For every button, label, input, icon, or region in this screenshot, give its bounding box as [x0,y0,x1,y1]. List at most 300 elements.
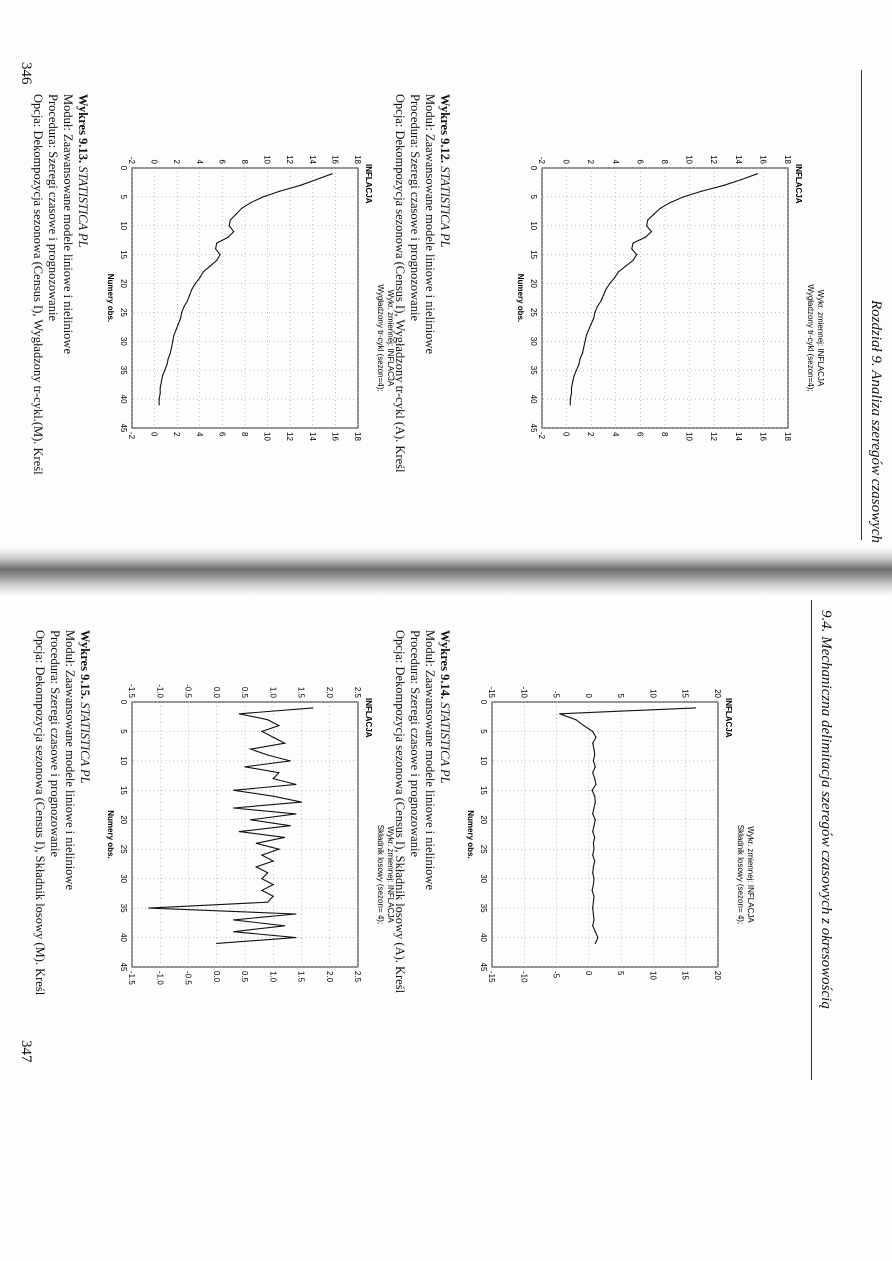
data-point [262,196,263,197]
y-tick-label-right: 14 [307,432,317,441]
y-tick-label: 6 [217,159,227,164]
data-point [172,341,173,342]
y-tick-label: -15 [487,686,496,698]
plot-frame [492,702,718,967]
data-point [230,219,231,220]
y-tick-label-right: 16 [758,432,768,441]
y-tick-label-right: 0.0 [211,971,221,983]
data-point [741,179,742,180]
y-tick-label: 2 [586,159,596,164]
data-point [295,813,296,814]
y-tick-label-right: 0 [583,971,593,976]
y-tick-label-right: -2 [127,432,136,440]
x-tick-label: 15 [119,785,128,795]
caption-program: STATISTICA PL [76,166,90,248]
data-point [220,254,221,255]
data-point [250,749,251,750]
x-tick-label: 25 [119,844,128,854]
x-tick-label: 40 [119,394,128,404]
x-tick-label: 30 [479,874,488,884]
data-point [600,300,601,301]
x-tick-label: 35 [529,365,538,375]
page-number: 347 [18,1040,34,1063]
data-point [625,266,626,267]
y-tick-label-right: 10 [684,432,694,441]
header-rule [861,70,862,540]
book-gutter [0,548,892,596]
y-tick-label: -0.5 [183,684,193,698]
data-point [148,908,149,909]
y-tick-label-right: 14 [733,432,743,441]
y-tick-label-right: 8 [240,432,249,437]
x-tick-label: 0 [479,699,488,705]
data-point [636,254,637,255]
y-tick-label: -2 [127,156,136,164]
data-point [593,825,594,826]
data-point [592,743,593,744]
chapter-header: Rozdział 9. Analiza szeregów czasowych [868,300,884,543]
data-point [235,214,236,215]
data-point [160,387,161,388]
x-tick-label: 45 [479,962,488,972]
x-tick-label: 20 [479,815,488,825]
caption-line: Moduł: Zaawansowane modele liniowe i nieliniowe [423,94,437,355]
data-point [229,225,230,226]
y-tick-label: 10 [262,155,272,164]
data-point [592,855,593,856]
chart-figure-9-13 [102,126,402,466]
data-point [647,219,648,220]
data-point [583,347,584,348]
y-tick-label: 0 [583,693,593,698]
data-point [571,393,572,394]
data-point [295,784,296,785]
data-point [171,347,172,348]
data-point [233,790,234,791]
y-tick-label-right: -5 [551,971,561,979]
y-tick-label: -5 [551,690,561,698]
x-tick-label: 30 [529,336,538,346]
y-tick-label: 2.5 [353,686,362,698]
x-tick-label: 0 [529,165,538,171]
y-tick-label: -2 [537,156,546,164]
x-tick-label: 40 [479,933,488,943]
caption-line: Procedura: Szeregi czasowe i prognozowanie [408,630,422,857]
x-tick-label: 30 [119,336,128,346]
data-point [592,925,593,926]
caption-program: STATISTICA PL [438,166,452,248]
data-point [189,295,190,296]
data-point [261,878,262,879]
y-axis-label: INFLACJA [364,698,373,738]
x-tick-label: 0 [119,165,128,171]
y-tick-label-right: 4 [194,432,204,437]
y-tick-label: -10 [519,686,529,698]
data-point [597,306,598,307]
chart-figure-9-15 [102,660,402,1005]
data-point [331,173,332,174]
y-tick-label-right: 12 [285,432,295,441]
x-tick-label: 25 [529,307,538,317]
header-rule [811,600,812,1080]
data-point [215,248,216,249]
data-point [593,919,594,920]
data-point [278,725,279,726]
y-tick-label: 14 [733,155,743,164]
y-tick-label-right: 15 [680,971,690,980]
caption-line: Moduł: Zaawansowane modele liniowe i nieliniowe [63,630,77,891]
y-tick-label: 14 [307,155,317,164]
data-point [273,896,274,897]
data-point [593,866,594,867]
y-tick-label: 1.0 [268,686,278,698]
data-point [239,713,240,714]
data-point [173,335,174,336]
data-point [592,813,593,814]
data-point [584,341,585,342]
y-tick-label-right: 2.0 [324,971,334,983]
data-point [278,772,279,773]
data-point [273,796,274,797]
data-point [593,896,594,897]
caption-label: Wykres 9.15. [78,630,92,700]
data-point [290,760,291,761]
caption-line: Opcja: Dekompozycja sezonowa (Census I), Składnik losowy (A). Kreśl [393,630,407,994]
data-point [583,725,584,726]
data-point [241,208,242,209]
x-axis-label: Numery obs. [106,810,115,859]
x-tick-label: 5 [119,194,128,200]
data-point [300,185,301,186]
x-tick-label: 40 [529,394,538,404]
data-point [267,719,268,720]
data-point [181,312,182,313]
chart-subtitle: Składnik losowy (sezon= 4); [736,824,745,925]
x-tick-label: 5 [479,729,488,734]
x-tick-label: 10 [119,221,128,231]
data-point [597,937,598,938]
data-point [591,323,592,324]
y-tick-label-right: 5 [616,971,626,976]
data-point [576,370,577,371]
data-point [591,890,592,891]
x-tick-label: 20 [529,279,538,289]
y-tick-label: 8 [660,159,669,164]
y-tick-label-right: 0 [561,432,571,437]
data-point [295,937,296,938]
y-tick-label-right: 2 [586,432,596,437]
page-number: 346 [18,62,34,85]
data-point [595,931,596,932]
data-point [603,295,604,296]
data-point [594,778,595,779]
y-tick-label-right: 20 [713,971,722,980]
y-axis-label: INFLACJA [794,164,803,204]
y-tick-label-right: 6 [217,432,227,437]
x-tick-label: 10 [529,221,538,231]
data-point [267,902,268,903]
data-point [651,231,652,232]
x-axis-label: Numery obs. [106,273,115,323]
data-point [618,271,619,272]
y-tick-label: 4 [610,159,620,164]
data-point [261,731,262,732]
data-point [160,393,161,394]
data-point [609,283,610,284]
y-tick-label: 18 [353,155,362,164]
x-tick-label: 45 [529,423,538,433]
y-tick-label: 15 [680,689,690,698]
data-point [701,191,702,192]
data-point [233,919,234,920]
data-point [180,318,181,319]
y-tick-label: 2 [172,159,182,164]
chart-title: Wykr. zmiennej: INFLACJA [746,826,755,923]
y-tick-label: 10 [684,155,694,164]
chart-title: Wykr. zmiennej: INFLACJA [386,826,395,923]
caption-figure-9-13 [30,94,90,475]
data-point [683,196,684,197]
data-point [290,825,291,826]
data-point [593,902,594,903]
data-point [216,243,217,244]
data-point [595,766,596,767]
y-tick-label-right: 0 [149,432,159,437]
y-tick-label-right: 18 [783,432,792,441]
data-point [605,289,606,290]
y-tick-label-right: -10 [519,971,529,983]
data-point [575,719,576,720]
data-point [592,831,593,832]
data-point [593,913,594,914]
y-tick-label: 16 [330,155,340,164]
data-point [233,807,234,808]
y-tick-label: 4 [194,159,204,164]
caption-program: STATISTICA PL [78,702,92,784]
chart-title: Wykr. zmiennej: INFLACJA [816,289,825,387]
data-point [594,312,595,313]
data-point [278,849,279,850]
x-tick-label: 10 [119,756,128,766]
x-tick-label: 25 [119,307,128,317]
x-tick-label: 15 [479,785,488,795]
data-point [593,843,594,844]
x-tick-label: 15 [529,250,538,260]
data-point [170,352,171,353]
data-point [580,358,581,359]
data-point [239,831,240,832]
caption-line: Moduł: Zaawansowane modele liniowe i nieliniowe [61,94,75,355]
caption-label: Wykres 9.14. [438,630,452,700]
y-tick-label: 8 [240,159,249,164]
caption-line: Procedura: Szeregi czasowe i prognozowanie [408,94,422,321]
data-point [571,387,572,388]
x-tick-label: 35 [119,903,128,913]
chart-subtitle: Wygładzony tr-cykl (sezon=4); [806,284,815,392]
section-header: 9.4. Mechaniczna delimitacja szeregów czasowych z okresowością [818,610,834,1009]
x-tick-label: 5 [119,729,128,734]
data-point [168,358,169,359]
x-tick-label: 5 [529,194,538,200]
chart-figure-9-14 [462,660,762,1005]
data-point [593,760,594,761]
x-tick-label: 20 [119,815,128,825]
data-point [199,277,200,278]
y-tick-label: -1.0 [155,684,165,698]
data-point [586,335,587,336]
caption-label: Wykres 9.13. [76,94,90,164]
data-point [312,707,313,708]
data-point [592,908,593,909]
y-tick-label-right: 16 [330,432,340,441]
data-point [573,375,574,376]
data-point [570,404,571,405]
x-tick-label: 10 [479,756,488,766]
data-point [592,731,593,732]
x-axis-label: Numery obs. [466,810,475,859]
y-tick-label: 0 [561,159,571,164]
y-tick-label-right: 4 [610,432,620,437]
y-tick-label-right: 1.0 [268,971,278,983]
y-tick-label-right: 18 [353,432,362,441]
data-point [659,208,660,209]
data-point [595,943,596,944]
data-point [284,925,285,926]
data-point [595,802,596,803]
data-point [161,381,162,382]
data-point [572,381,573,382]
caption-line: Opcja: Dekompozycja sezonowa (Census I), Składnik losowy (M). Kreśl [33,630,47,996]
caption-line: Moduł: Zaawansowane modele liniowe i nieliniowe [423,630,437,891]
x-axis-label: Numery obs. [516,273,525,323]
data-point [233,231,234,232]
data-point [273,884,274,885]
data-point [593,318,594,319]
x-tick-label: 45 [119,423,128,433]
y-tick-label: 12 [709,155,719,164]
y-tick-label-right: 6 [635,432,645,437]
data-point [267,754,268,755]
data-point [273,778,274,779]
y-tick-label-right: -0.5 [183,971,193,985]
y-tick-label: 1.5 [296,686,306,698]
caption-label: Wykres 9.12. [438,94,452,164]
y-tick-label-right: 2.5 [353,971,362,983]
y-tick-label-right: 10 [262,432,272,441]
y-tick-label-right: 0.5 [240,971,249,983]
data-point [559,713,560,714]
data-point [632,260,633,261]
data-point [570,399,571,400]
data-point [178,323,179,324]
data-point [162,375,163,376]
data-point [284,743,285,744]
data-point [250,202,251,203]
data-point [216,943,217,944]
x-tick-label: 45 [119,962,128,972]
y-tick-label-right: -1.0 [155,971,165,985]
y-tick-label-right: 8 [660,432,669,437]
data-point [646,225,647,226]
data-point [261,890,262,891]
x-tick-label: 40 [119,933,128,943]
data-point [653,214,654,215]
data-point [164,370,165,371]
data-point [284,837,285,838]
y-tick-label: 0.5 [240,686,249,698]
caption-program: STATISTICA PL [438,702,452,784]
data-point [595,784,596,785]
data-point [631,248,632,249]
x-tick-label: 35 [119,365,128,375]
data-point [244,766,245,767]
caption-line: Procedura: Szeregi czasowe i prognozowanie [48,630,62,857]
data-point [614,277,615,278]
y-tick-label: 5 [616,693,626,698]
data-point [261,855,262,856]
caption-figure-9-15 [32,630,92,995]
data-point [256,843,257,844]
data-point [233,931,234,932]
data-point [757,173,758,174]
y-tick-label-right: 12 [709,432,719,441]
data-point [203,271,204,272]
x-tick-label: 25 [479,844,488,854]
data-point [645,237,646,238]
chart-figure-9-12 [512,126,832,466]
chart-subtitle: Składnik losowy (sezon= 4); [376,824,385,925]
y-tick-label-right: 1.5 [296,971,306,983]
data-point [183,306,184,307]
left-page [0,0,892,580]
y-tick-label-right: -15 [487,971,496,983]
data-point [279,191,280,192]
y-tick-label: 20 [713,689,722,698]
data-point [593,884,594,885]
data-point [591,790,592,791]
data-point [593,807,594,808]
caption-line: Opcja: Dekompozycja sezonowa (Census I), Wygładzony tr-cykl (A). Kreśl [393,94,407,473]
series-line [560,708,696,944]
data-point [723,185,724,186]
y-tick-label: 6 [635,159,645,164]
y-tick-label: 2.0 [324,686,334,698]
data-point [594,860,595,861]
y-axis-label: INFLACJA [364,164,373,204]
x-tick-label: 35 [479,903,488,913]
data-point [166,364,167,365]
data-point [159,404,160,405]
caption-line: Opcja: Dekompozycja sezonowa (Census I), Wygładzony tr-cykl.(M). Kreśl [31,94,45,475]
data-point [592,872,593,873]
data-point [256,866,257,867]
y-tick-label: 16 [758,155,768,164]
data-point [209,266,210,267]
data-point [301,802,302,803]
data-point [593,849,594,850]
data-point [594,837,595,838]
data-point [159,399,160,400]
y-tick-label-right: 10 [648,971,658,980]
chart-title: Wykr. zmiennej: INFLACJA [386,289,395,387]
y-tick-label: 0.0 [211,686,221,698]
data-point [216,260,217,261]
data-point [191,289,192,290]
x-tick-label: 30 [119,874,128,884]
data-point [588,329,589,330]
data-point [250,819,251,820]
y-axis-label: INFLACJA [724,698,733,738]
